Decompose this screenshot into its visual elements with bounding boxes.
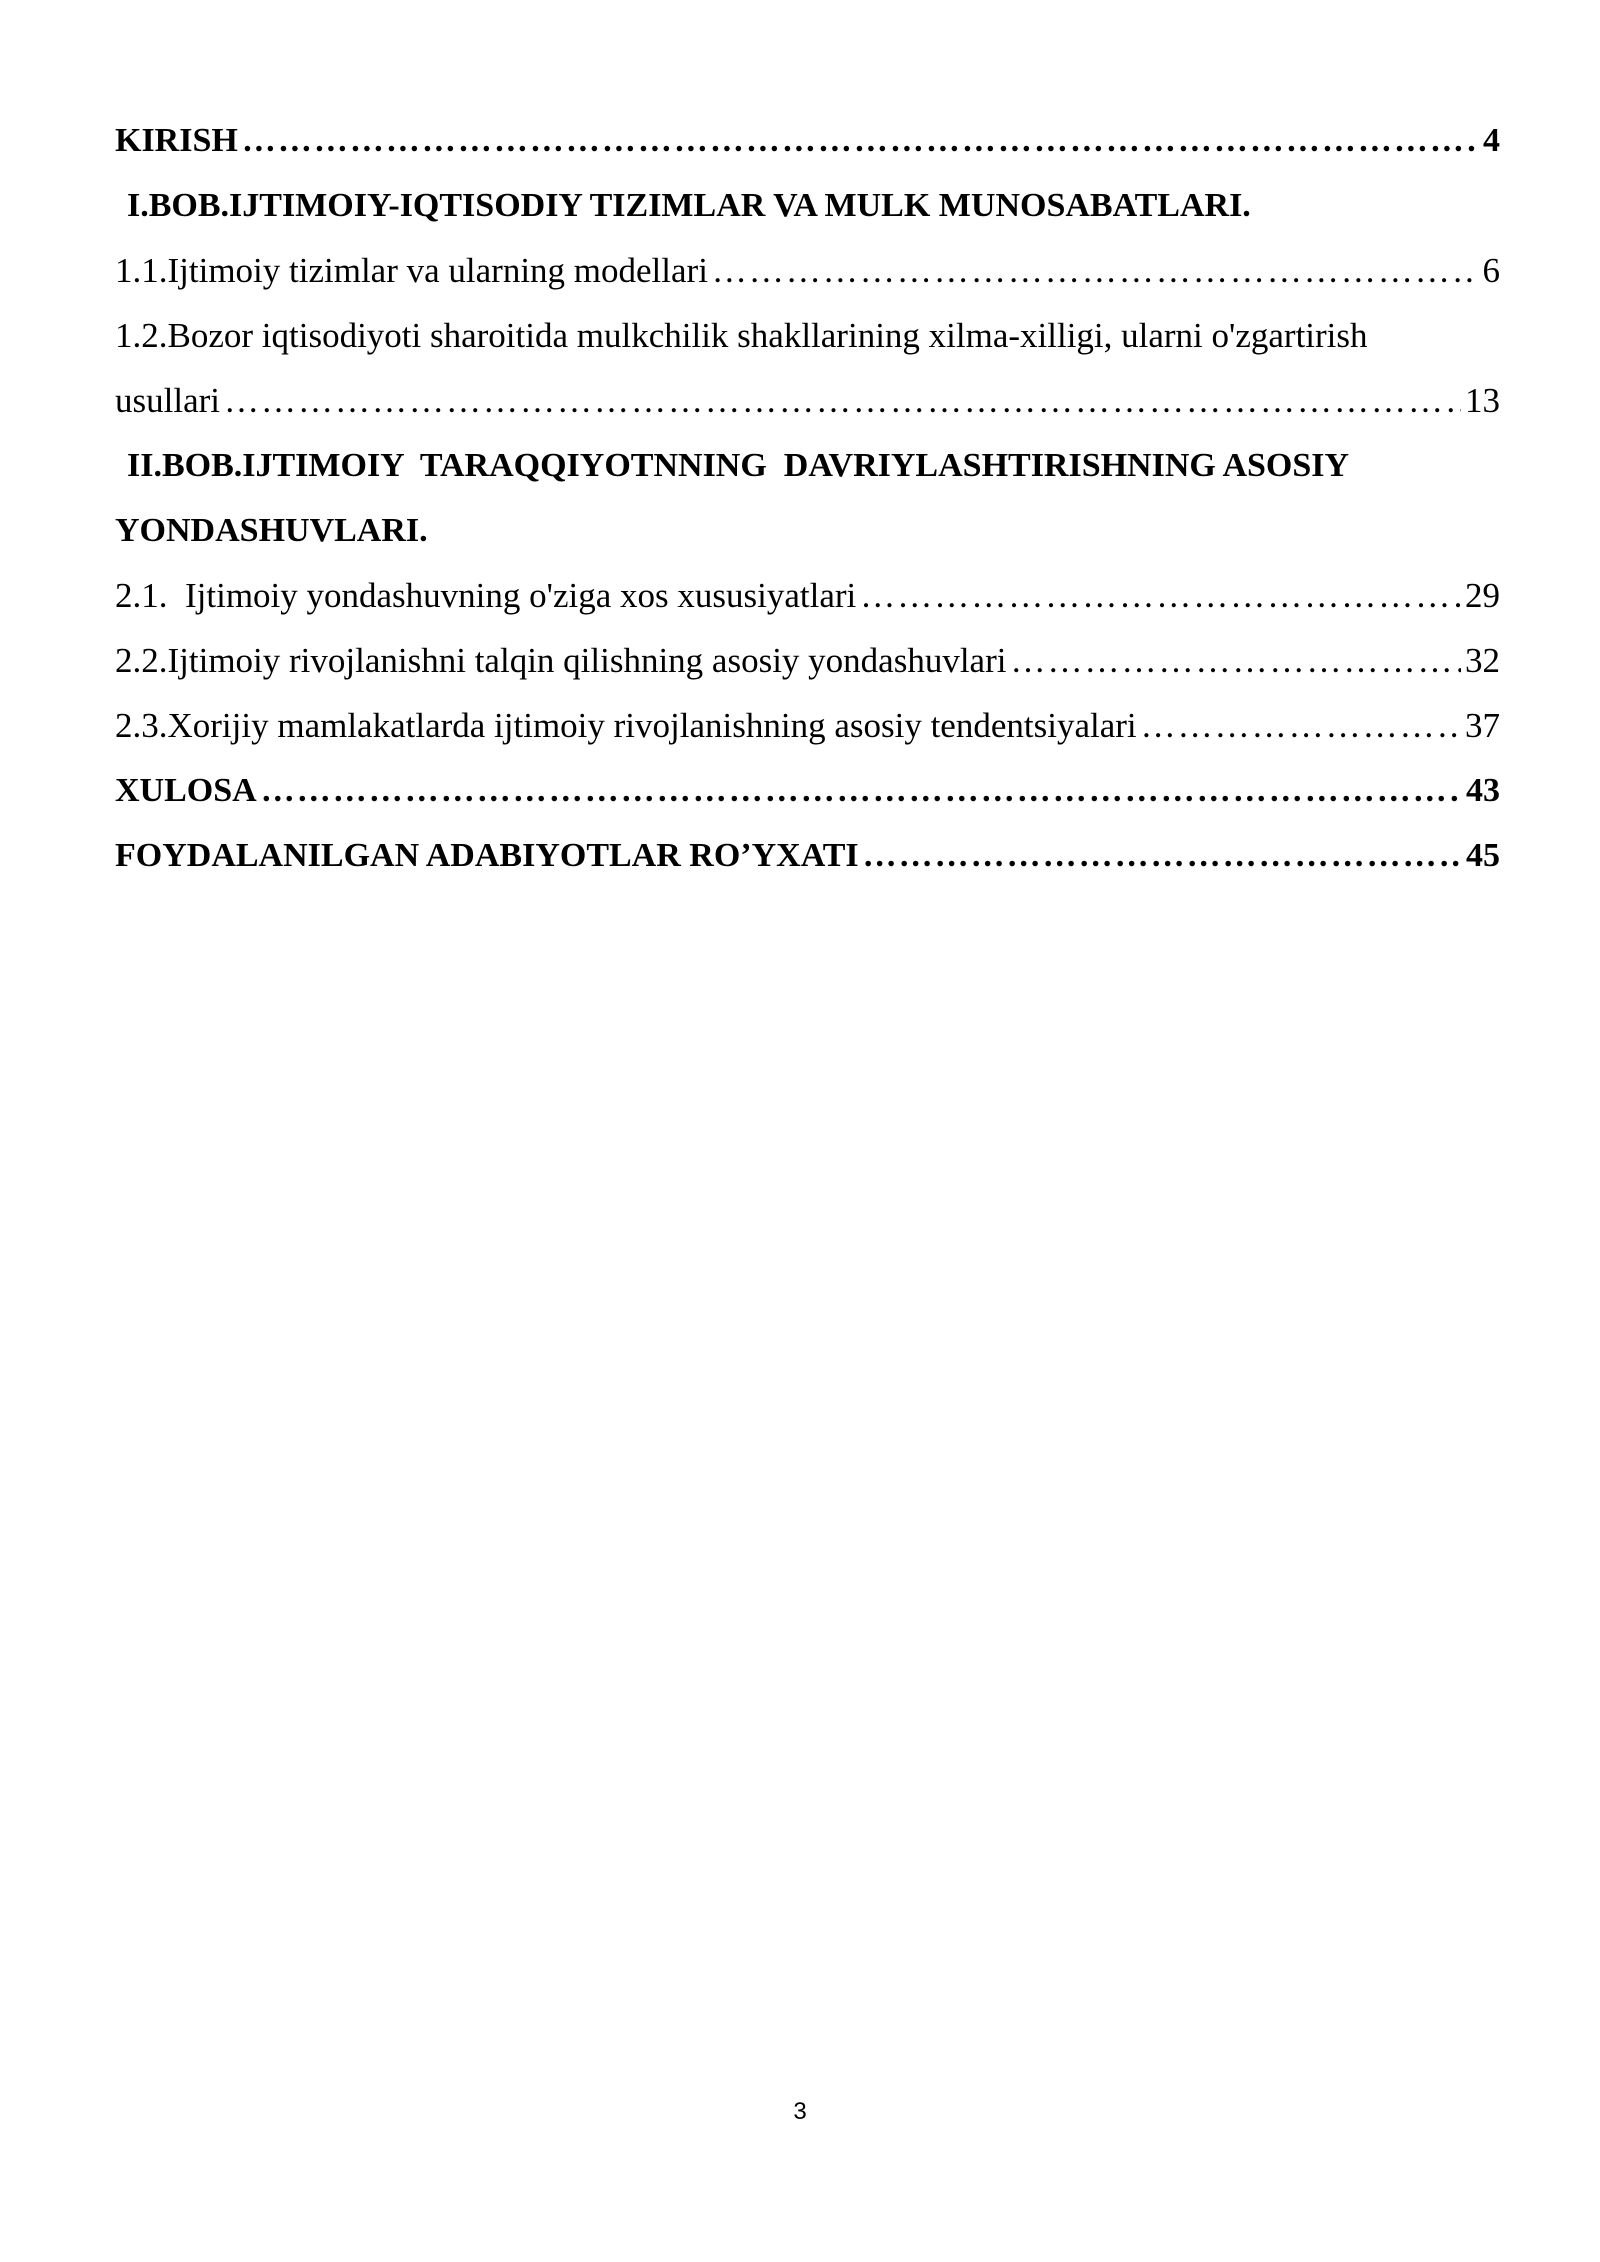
toc-entry-1-2-line1 <box>115 303 1500 368</box>
toc-entry-title: XULOSA <box>115 772 257 809</box>
toc-entry-title: 2.2.Ijtimoiy rivojlanishni talqin qilishning asosiy yondashuvlari <box>115 641 1007 680</box>
page-number: 3 <box>793 2098 807 2125</box>
toc-entry-page: 6 <box>1482 251 1500 290</box>
toc-entry-2-1 <box>115 563 1500 628</box>
toc-entry-page: 45 <box>1466 837 1500 874</box>
toc-entry-xulosa <box>115 758 1500 823</box>
toc-entry-title: 1.1.Ijtimoiy tizimlar va ularning modellari <box>115 251 708 290</box>
toc-dot-leader <box>863 823 1462 888</box>
toc-entry-kirish <box>115 108 1500 173</box>
toc-chapter-2-heading-line2: YONDASHUVLARI. <box>115 512 428 549</box>
toc-entry-page: 4 <box>1483 122 1500 159</box>
toc-chapter-2-heading-line1: II.BOB.IJTIMOIY TARAQQIYOTNNING DAVRIYLASHTIRISHNING ASOSIY <box>127 447 1350 484</box>
toc-entry-title: 2.3.Xorijiy mamlakatlarda ijtimoiy rivojlanishning asosiy tendentsiyalari <box>115 706 1137 745</box>
toc-entry-2-2 <box>115 628 1500 693</box>
toc-dot-leader <box>1141 693 1461 758</box>
toc-dot-leader <box>224 368 1461 433</box>
toc-entry-1-1 <box>115 238 1500 303</box>
toc-entry-page: 29 <box>1465 576 1500 615</box>
toc-entry-page: 43 <box>1466 772 1500 809</box>
toc-entry-1-2-line2 <box>115 368 1500 433</box>
toc-entry-title: KIRISH <box>115 122 238 159</box>
toc-dot-leader <box>1010 628 1461 693</box>
toc-dot-leader <box>712 238 1479 303</box>
toc-chapter-1-heading: I.BOB.IJTIMOIY-IQTISODIY TIZIMLAR VA MULK MUNOSABATLARI. <box>127 187 1251 224</box>
toc-entry-title-continued: usullari <box>115 381 220 420</box>
toc-entry-page: 37 <box>1465 706 1500 745</box>
toc-entry-page: 32 <box>1465 641 1500 680</box>
toc-entry-adabiyotlar <box>115 823 1500 888</box>
toc-entry-title: 1.2.Bozor iqtisodiyoti sharoitida mulkchilik shakllarining xilma-xilligi, ularni o'zgartirish <box>115 316 1368 355</box>
toc-entry-title: FOYDALANILGAN ADABIYOTLAR RO’YXATI <box>115 837 859 874</box>
toc-entry-page: 13 <box>1465 381 1500 420</box>
toc-entry-2-3 <box>115 693 1500 758</box>
toc-entry-title: 2.1. Ijtimoiy yondashuvning o'ziga xos xususiyatlari <box>115 576 857 615</box>
toc-dot-leader <box>860 563 1461 628</box>
toc-dot-leader <box>242 108 1479 173</box>
toc-dot-leader <box>261 758 1462 823</box>
table-of-contents <box>115 108 1500 888</box>
